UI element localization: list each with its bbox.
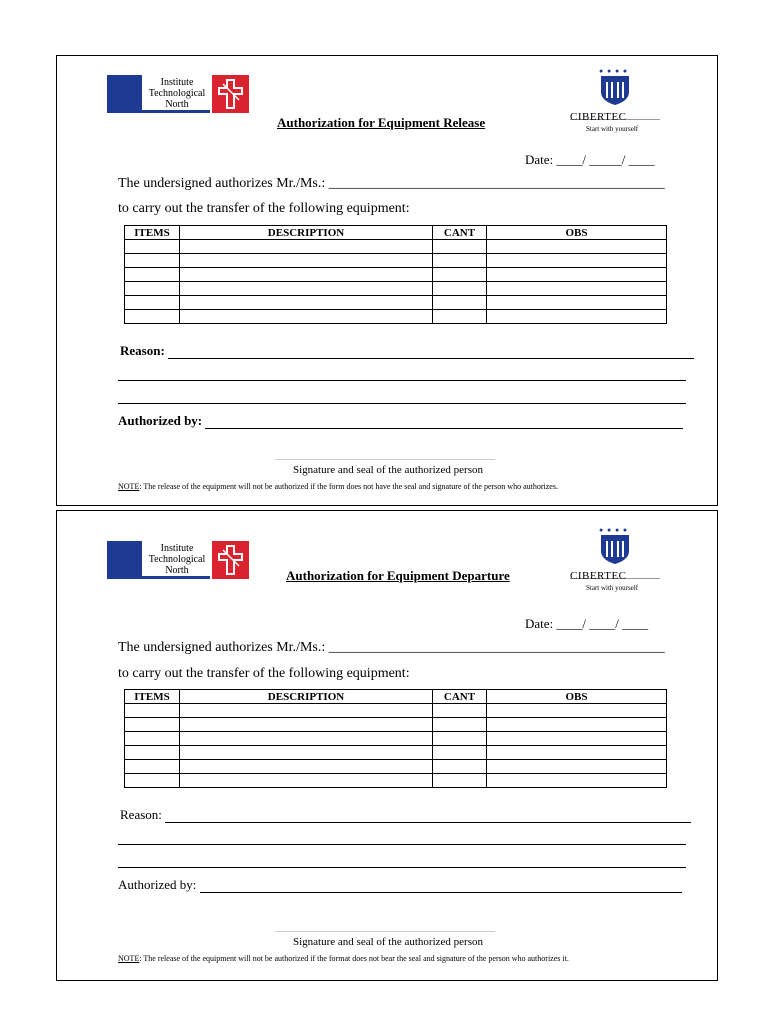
dots-icon: ● ● ● ● <box>599 526 629 534</box>
table-row[interactable] <box>125 732 667 746</box>
reason-field[interactable] <box>120 343 694 359</box>
transfer-text: to carry out the transfer of the following equipment: <box>118 201 410 216</box>
signature-label: Signature and seal of the authorized person <box>293 464 483 476</box>
transfer-text: to carry out the transfer of the following equipment: <box>118 666 410 681</box>
reason-line-3[interactable] <box>118 403 686 404</box>
reason-line-2[interactable] <box>118 844 686 845</box>
equipment-table <box>124 689 667 788</box>
authorizes-line[interactable]: The undersigned authorizes Mr./Ms.: ________________________________________________ <box>118 640 665 655</box>
note-body: : The release of the equipment will not be authorized if the format does not bear the seal and signature of the person who authorizes it. <box>139 954 569 963</box>
col-description: DESCRIPTION <box>180 226 433 240</box>
col-cant: CANT <box>433 690 487 704</box>
departure-form <box>56 510 718 981</box>
table-row[interactable] <box>125 282 667 296</box>
signature-line <box>275 459 495 460</box>
cibertec-name: CIBERTEC <box>570 570 627 582</box>
date-field[interactable]: Date: ____/ _____/ ____ <box>525 152 655 167</box>
note-text <box>118 954 569 963</box>
note-body: : The release of the equipment will not be authorized if the form does not have the seal and signature of the person who authorizes. <box>139 482 558 491</box>
release-form <box>56 55 718 506</box>
cibertec-logo <box>570 526 660 594</box>
note-label: NOTE <box>118 954 140 963</box>
table-row[interactable] <box>125 774 667 788</box>
col-items: ITEMS <box>125 226 180 240</box>
logo-line-1: Institute <box>160 543 194 554</box>
cibertec-tagline: Start with yourself <box>586 584 639 592</box>
cross-icon <box>212 75 249 113</box>
authorized-by-field[interactable] <box>118 413 683 429</box>
signature-line <box>275 931 495 932</box>
table-row[interactable] <box>125 760 667 774</box>
reason-line-2[interactable] <box>118 380 686 381</box>
table-row[interactable] <box>125 704 667 718</box>
logo-line-3: North <box>165 565 189 576</box>
logo-line-1: Institute <box>160 77 194 88</box>
logo-line-2: Technological <box>148 88 206 99</box>
reason-label: Reason: <box>120 343 165 358</box>
dots-icon: ● ● ● ● <box>599 67 629 75</box>
reason-label: Reason: <box>120 807 162 822</box>
form-title: Authorization for Equipment Departure <box>286 568 510 583</box>
table-row[interactable] <box>125 240 667 254</box>
cibertec-tagline: Start with yourself <box>586 125 639 133</box>
table-row[interactable] <box>125 268 667 282</box>
shield-icon <box>599 533 631 565</box>
institute-logo <box>107 75 251 113</box>
authorized-by-label: Authorized by: <box>118 413 203 428</box>
form-title: Authorization for Equipment Release <box>277 115 486 130</box>
authorized-by-field[interactable] <box>118 877 682 893</box>
table-row[interactable] <box>125 296 667 310</box>
table-row[interactable] <box>125 718 667 732</box>
col-cant: CANT <box>433 226 487 240</box>
table-row[interactable] <box>125 746 667 760</box>
logo-line-3: North <box>165 99 189 110</box>
equipment-table <box>124 225 667 324</box>
note-text <box>118 482 558 491</box>
col-obs: OBS <box>487 690 667 704</box>
signature-label: Signature and seal of the authorized person <box>293 936 483 948</box>
shield-icon <box>599 74 631 106</box>
col-obs: OBS <box>487 226 667 240</box>
date-field[interactable]: Date: ____/ ____/ ____ <box>525 616 649 631</box>
reason-line-3[interactable] <box>118 867 686 868</box>
cibertec-name: CIBERTEC <box>570 111 627 123</box>
table-row[interactable] <box>125 254 667 268</box>
reason-field[interactable] <box>120 807 691 823</box>
note-label: NOTE <box>118 482 140 491</box>
authorizes-line[interactable]: The undersigned authorizes Mr./Ms.: ________________________________________________ <box>118 176 665 191</box>
col-items: ITEMS <box>125 690 180 704</box>
institute-logo <box>107 541 251 579</box>
cibertec-logo <box>570 67 660 135</box>
col-description: DESCRIPTION <box>180 690 433 704</box>
logo-line-2: Technological <box>148 554 206 565</box>
cross-icon <box>212 541 249 579</box>
authorized-by-label: Authorized by: <box>118 877 197 892</box>
table-row[interactable] <box>125 310 667 324</box>
